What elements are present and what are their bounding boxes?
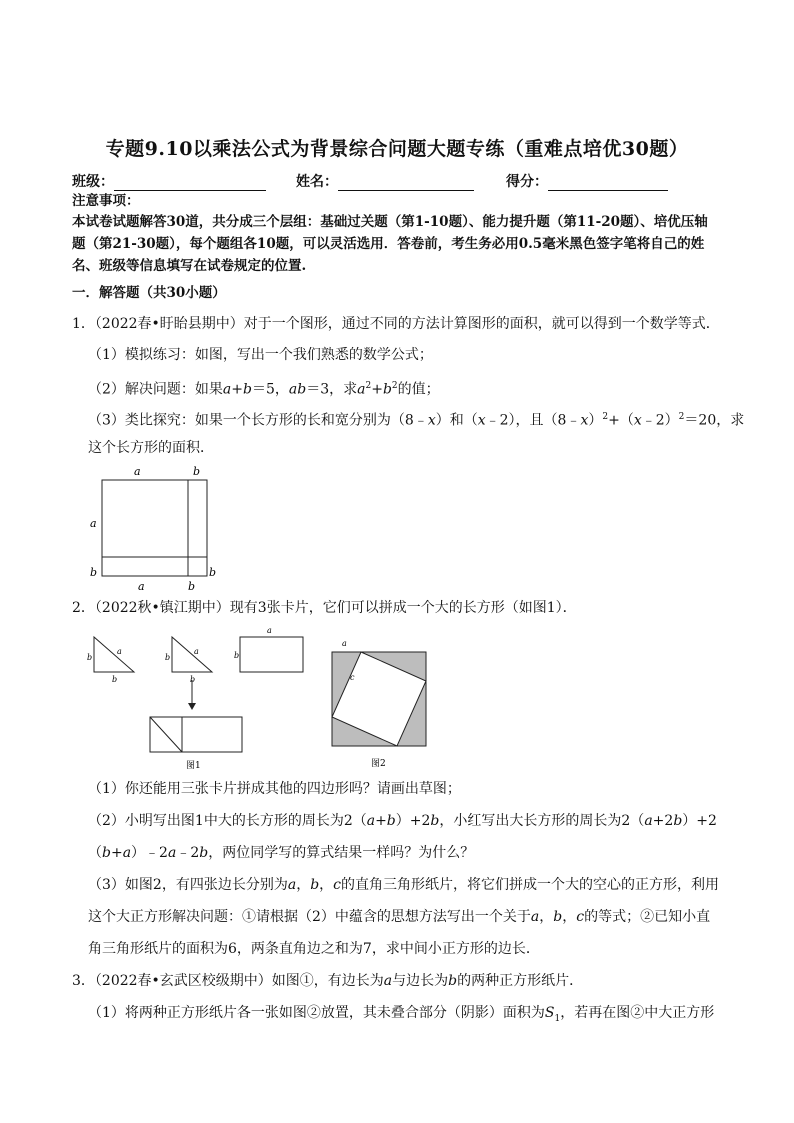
- q2-card-triangle-1: [94, 637, 134, 672]
- q2-card1-b2: b: [112, 675, 118, 684]
- q3-stem: 3．（2022春•玄武区校级期中）如图①，有边长为a与边长为b的两种正方形纸片．: [72, 973, 584, 989]
- q2-card3-b: b: [234, 651, 240, 660]
- q1-label-a-left: a: [90, 517, 97, 530]
- q1-part3-cont: 这个长方形的面积．: [88, 440, 214, 456]
- q1-figure: [82, 462, 222, 592]
- q2-fig2-caption: 图2: [371, 759, 386, 769]
- class-label: 班级：: [72, 174, 114, 190]
- class-blank[interactable]: [114, 174, 266, 191]
- q1-label-b-top: b: [193, 465, 201, 478]
- score-blank[interactable]: [548, 174, 668, 191]
- q2-fig1-rect: [150, 717, 242, 752]
- q2-part2-cont: （b+a）﹣2a﹣2b，两位同学写的算式结果一样吗？为什么？: [88, 845, 475, 861]
- score-label: 得分：: [506, 174, 548, 190]
- q2-fig2-c: c: [350, 673, 355, 682]
- page-title: 专题9.10以乘法公式为背景综合问题大题专练（重难点培优30题）: [105, 138, 689, 160]
- q2-card1-a: a: [117, 647, 122, 656]
- q1-part2: （2）解决问题：如果a+b＝5，ab＝3，求$a^2+b^2$的值；: [88, 381, 440, 398]
- notice-line-1: 本试卷试题解答30道，共分成三个层组：基础过关题（第1-10题）、能力提升题（第11-20题）、培优压轴: [72, 214, 708, 230]
- q2-part2: （2）小明写出图1中大的长方形的周长为2（a+b）+2b，小红写出大长方形的周长为2（a+2b）+2: [88, 813, 717, 829]
- section-heading: 一．解答题（共30小题）: [72, 285, 226, 301]
- score-field: [506, 171, 668, 191]
- q2-card2-b: b: [165, 653, 171, 662]
- class-field: [72, 171, 266, 191]
- q2-stem: 2．（2022秋•镇江期中）现有3张卡片，它们可以拼成一个大的长方形（如图1）．: [72, 600, 577, 616]
- q2-fig2-a: a: [342, 639, 347, 648]
- q2-part1: （1）你还能用三张卡片拼成其他的四边形吗？请画出草图；: [88, 781, 461, 797]
- q1-label-b-left: b: [90, 566, 98, 579]
- q2-card1-b: b: [87, 653, 93, 662]
- q1-label-a-bottom: a: [138, 580, 145, 592]
- q2-part3-line2: 这个大正方形解决问题：①请根据（2）中蕴含的思想方法写出一个关于a，b，c的等式；②已知小直: [88, 909, 711, 925]
- name-field: [296, 171, 474, 191]
- q1-label-a-top: a: [134, 465, 141, 478]
- q2-card-triangle-2: [172, 637, 212, 672]
- notice-line-2: 题（第21-30题），每个题组各10题，可以灵活选用．答卷前，考生务必用0.5毫米黑色签字笔将自己的姓: [72, 236, 705, 252]
- q2-card-rectangle: [240, 637, 303, 672]
- q1-outer-square: [102, 480, 207, 576]
- q1-stem: 1．（2022春•盱眙县期中）对于一个图形，通过不同的方法计算图形的面积，就可以得到一个数学等式．: [72, 316, 720, 332]
- q3-part1: （1）将两种正方形纸片各一张如图②放置，其未叠合部分（阴影）面积为$S_1$，若再在图②中大正方形: [88, 1005, 715, 1024]
- q2-part3-line3: 角三角形纸片的面积为6，两条直角边之和为7，求中间小正方形的边长．: [88, 941, 540, 957]
- q1-part1: （1）模拟练习：如图，写出一个我们熟悉的数学公式；: [88, 347, 433, 363]
- q1-label-b-right: b: [209, 566, 217, 579]
- q1-label-b-bottom: b: [188, 580, 196, 592]
- q2-part3: （3）如图2，有四张边长分别为a，b，c的直角三角形纸片，将它们拼成一个大的空心的正方形，利用: [88, 877, 719, 893]
- notice-heading: 注意事项：: [72, 193, 140, 209]
- notice-line-3: 名、班级等信息填写在试卷规定的位置.: [72, 258, 307, 274]
- q2-card3-a: a: [267, 626, 272, 635]
- q1-part3: （3）类比探究：如果一个长方形的长和宽分别为（8﹣x）和（x﹣2），且（8﹣x）$^2$+（x﹣2）$^2$＝20，求: [88, 412, 745, 429]
- name-label: 姓名：: [296, 174, 338, 190]
- q2-card2-a: a: [194, 647, 199, 656]
- name-blank[interactable]: [338, 174, 474, 191]
- q2-arrow-head: [188, 703, 196, 710]
- q2-fig1-caption: 图1: [186, 761, 201, 771]
- q2-card2-b2: b: [190, 675, 196, 684]
- q2-figures: [84, 622, 444, 774]
